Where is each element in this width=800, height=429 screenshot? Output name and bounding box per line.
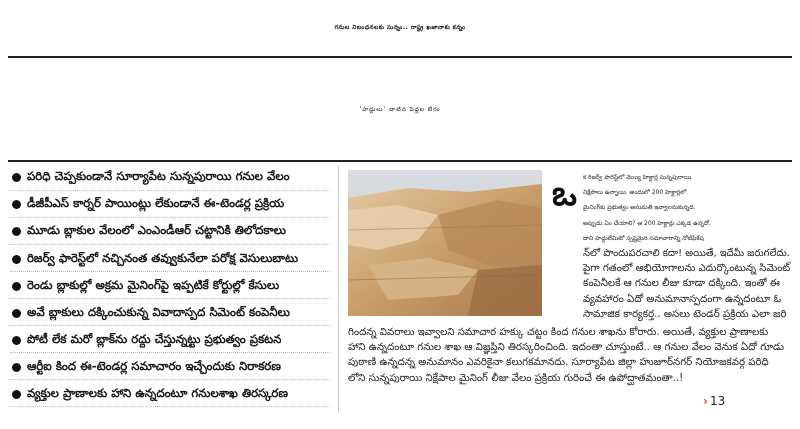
bullet-text: రెండు బ్లాకుల్లో అక్రమ మైనింగ్‌పై ఇప్పటికే కోర్టుల్లో కేసులు: [27, 277, 280, 292]
bullet-dot-icon: [12, 173, 21, 182]
bullet-item: [10, 356, 330, 381]
article-line: అప్పుడు ఏం చేయాలి? ఆ 200 హెక్టార్లు ఎక్కడ ఉన్నదో,: [583, 219, 711, 227]
bullet-item: [10, 220, 330, 245]
bullet-text: మూడు బ్లాకుల వేలంలో ఎంఎండీఆర్ చట్టానికి తిలోదకాలు: [27, 223, 286, 238]
article-line: పైగా గతంలో అభియోగాలను ఎదుర్కొంటున్న సిమెంట్: [583, 263, 791, 275]
article-line: నిక్షేపాలు ఉన్నాయి. అందులో 200 హెక్టార్లలో: [583, 189, 687, 197]
article-line: దాని హద్దులేమిటో స్పష్టమైన సమాచారాన్ని నోటిఫికేష: [583, 234, 704, 242]
article-line: కంపెనీలకే ఆ గనుల లీజు కూడా దక్కింది. ఇంతో ఈ: [583, 278, 780, 290]
main-headline: ‘హద్దులు’ దాటిన పెద్దల బేరం: [359, 107, 441, 113]
bullet-item: [10, 383, 330, 408]
article-line: క రిజర్వ్ ఫారెస్ట్‌లో వెయ్యి హెక్టార్ల సున్నపురాయి: [583, 174, 692, 181]
bullet-item: [10, 329, 330, 354]
article-bottom-text: [348, 325, 784, 386]
article-line: వ్యవహారం ఏదో అనుమానాస్పదంగా ఉన్నదంటూ ఓ: [583, 293, 782, 305]
bullet-text: పరిధి చెప్పకుండానే సూర్యాపేట సున్నపురాయి గనుల వేలం: [27, 169, 290, 184]
bullet-dot-icon: [12, 363, 21, 372]
bullet-list: [10, 166, 330, 410]
bullet-item: [10, 301, 330, 326]
bullet-dot-icon: [12, 227, 21, 236]
bullet-dot-icon: [12, 282, 21, 291]
bullet-dot-icon: [12, 200, 21, 209]
bullet-text: వ్యక్తుల ప్రాణాలకు హాని ఉన్నదంటూ గనులశాఖ తిరస్కరణ: [27, 386, 288, 401]
bullet-dot-icon: [12, 336, 21, 345]
article-line: హాని ఉన్నదంటూ గనుల శాఖ ఆ విజ్ఞప్తిని తిరస్కరించింది. ఇదంతా చూస్తుంటే.. ఆ గనుల వేలం వెనుక ఏదో గూడు: [348, 342, 785, 354]
article-line: లోని సున్నపురాయి నిక్షేపాల మైనింగ్ లీజు వేలం ప్రక్రియ గురించే ఈ ఉపోద్ఘాతమంతా..!: [348, 372, 684, 384]
quarry-photo: [348, 170, 542, 316]
article-line: మైనింగ్‌కు ప్రభుత్వం అనుమతి ఇవ్వాలనుకున్నది.: [583, 204, 696, 212]
article-column-right: [583, 170, 790, 322]
chevron-right-icon: ›: [703, 394, 708, 408]
bullet-item: [10, 274, 330, 299]
article-line: పుఠాణి ఉన్నదన్న అనుమానం ఎవరికైనా కలుగకమానదు. సూర్యాపేట జిల్లా హుజూర్‌నగర్ నియోజకవర్గ పరిధి: [348, 357, 769, 369]
bullet-text: రిజర్వ్ ఫారెస్ట్‌లో నచ్చినంత తవ్వుకునేలా పరోక్ష వెసులుబాటు: [27, 250, 299, 265]
article-line: న్‌లో పొందుపరచాలి కదా! అయితే, ఇదేమీ జరుగలేదు.: [583, 248, 790, 260]
article-line: సామాజిక కార్యకర్త.. అసలు టెండర్ ప్రక్రియ ఎలా జరి: [583, 308, 787, 320]
headline-rule: [8, 160, 792, 162]
bullet-text: డీజీపీఎస్ కార్నర్ పాయింట్లు లేకుండానే ఈ-టెండర్ల ప్రక్రియ: [27, 196, 285, 211]
page-number: 13: [709, 394, 726, 408]
bullet-text: పోటీ లేక మరో బ్లాక్‌ను రద్దు చేస్తున్నట్టు ప్రభుత్వం ప్రకటన: [27, 331, 282, 346]
article-line: గిందన్న వివరాలు ఇవ్వాలని సమాచార హక్కు చట్టం కింద గనుల శాఖను కోరారు. అయితే, వ్యక్తుల ప్రాణాలకు: [348, 327, 769, 338]
bullet-item: [10, 193, 330, 218]
article-dropcap: ఒ: [552, 174, 577, 214]
bullet-item: [10, 247, 330, 272]
bullet-text: ఆర్టీఐ కింద ఈ-టెండర్ల సమాచారం ఇచ్చేందుకు నిరాకరణ: [27, 358, 281, 373]
bullet-item: [10, 166, 330, 191]
bullet-dot-icon: [12, 255, 21, 264]
kicker-headline: గనుల నిబంధనలకు సున్నం.. రాష్ట్ర ఖజానాకు కన్నం: [334, 25, 466, 31]
bullet-dot-icon: [12, 390, 21, 399]
column-divider: [338, 166, 339, 412]
bullet-dot-icon: [12, 309, 21, 318]
bullet-text: అవే బ్లాకులు దక్కించుకున్న వివాదాస్పద సిమెంట్ కంపెనీలు: [27, 304, 290, 319]
page-reference[interactable]: [703, 394, 725, 408]
top-rule: [8, 56, 792, 58]
